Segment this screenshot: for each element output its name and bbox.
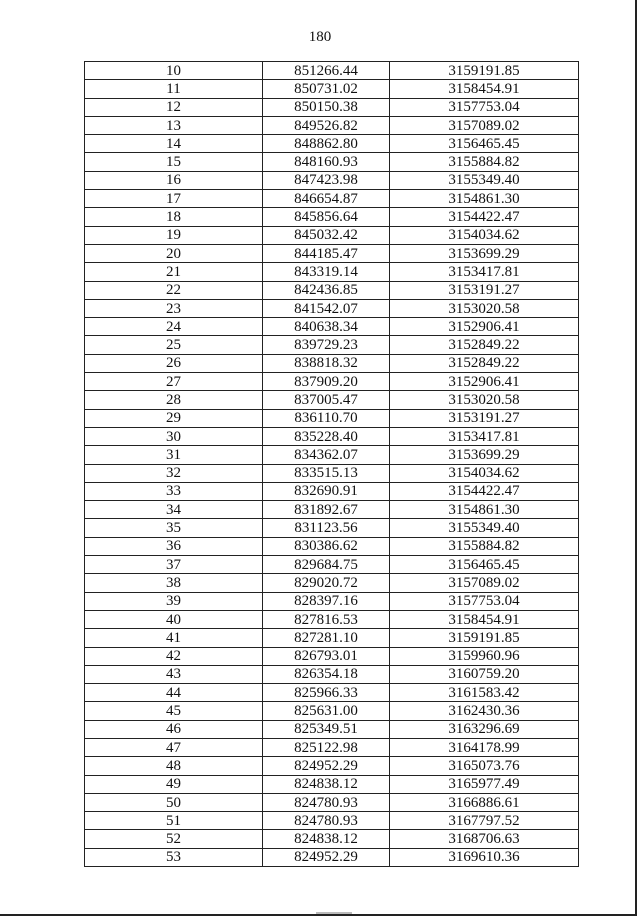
x-coordinate-cell: 836110.70 [263, 409, 390, 427]
x-coordinate-cell: 827281.10 [263, 629, 390, 647]
point-number-cell: 45 [85, 702, 263, 720]
x-coordinate-cell: 840638.34 [263, 318, 390, 336]
y-coordinate-cell: 3152906.41 [390, 373, 579, 391]
point-number-cell: 51 [85, 812, 263, 830]
point-number-cell: 18 [85, 208, 263, 226]
y-coordinate-cell: 3157753.04 [390, 592, 579, 610]
x-coordinate-cell: 831123.56 [263, 519, 390, 537]
point-number-cell: 48 [85, 757, 263, 775]
point-number-cell: 29 [85, 409, 263, 427]
y-coordinate-cell: 3156465.45 [390, 556, 579, 574]
point-number-cell: 16 [85, 171, 263, 189]
point-number-cell: 14 [85, 135, 263, 153]
x-coordinate-cell: 850731.02 [263, 80, 390, 98]
point-number-cell: 50 [85, 793, 263, 811]
point-number-cell: 47 [85, 738, 263, 756]
point-number-cell: 22 [85, 281, 263, 299]
x-coordinate-cell: 826793.01 [263, 647, 390, 665]
y-coordinate-cell: 3159960.96 [390, 647, 579, 665]
x-coordinate-cell: 824838.12 [263, 830, 390, 848]
x-coordinate-cell: 842436.85 [263, 281, 390, 299]
point-number-cell: 31 [85, 446, 263, 464]
table-row [85, 281, 579, 299]
table-row [85, 244, 579, 262]
x-coordinate-cell: 847423.98 [263, 171, 390, 189]
x-coordinate-cell: 850150.38 [263, 98, 390, 116]
x-coordinate-cell: 830386.62 [263, 537, 390, 555]
y-coordinate-cell: 3153020.58 [390, 391, 579, 409]
point-number-cell: 33 [85, 482, 263, 500]
table-row [85, 848, 579, 866]
table-row [85, 98, 579, 116]
y-coordinate-cell: 3159191.85 [390, 62, 579, 80]
y-coordinate-cell: 3163296.69 [390, 720, 579, 738]
table-row [85, 373, 579, 391]
point-number-cell: 35 [85, 519, 263, 537]
table-row [85, 537, 579, 555]
table-row [85, 610, 579, 628]
table-row [85, 665, 579, 683]
x-coordinate-cell: 825349.51 [263, 720, 390, 738]
y-coordinate-cell: 3153699.29 [390, 446, 579, 464]
y-coordinate-cell: 3154422.47 [390, 208, 579, 226]
point-number-cell: 44 [85, 684, 263, 702]
point-number-cell: 40 [85, 610, 263, 628]
x-coordinate-cell: 829020.72 [263, 574, 390, 592]
y-coordinate-cell: 3152849.22 [390, 354, 579, 372]
table-row [85, 409, 579, 427]
point-number-cell: 30 [85, 427, 263, 445]
table-row [85, 263, 579, 281]
y-coordinate-cell: 3154861.30 [390, 501, 579, 519]
x-coordinate-cell: 826354.18 [263, 665, 390, 683]
x-coordinate-cell: 829684.75 [263, 556, 390, 574]
y-coordinate-cell: 3154034.62 [390, 226, 579, 244]
x-coordinate-cell: 827816.53 [263, 610, 390, 628]
x-coordinate-cell: 825631.00 [263, 702, 390, 720]
y-coordinate-cell: 3167797.52 [390, 812, 579, 830]
x-coordinate-cell: 824952.29 [263, 757, 390, 775]
y-coordinate-cell: 3160759.20 [390, 665, 579, 683]
y-coordinate-cell: 3157753.04 [390, 98, 579, 116]
table-row [85, 519, 579, 537]
point-number-cell: 42 [85, 647, 263, 665]
table-row [85, 116, 579, 134]
x-coordinate-cell: 838818.32 [263, 354, 390, 372]
y-coordinate-cell: 3154861.30 [390, 190, 579, 208]
point-number-cell: 24 [85, 318, 263, 336]
table-row [85, 738, 579, 756]
point-number-cell: 12 [85, 98, 263, 116]
point-number-cell: 41 [85, 629, 263, 647]
table-row [85, 446, 579, 464]
y-coordinate-cell: 3165977.49 [390, 775, 579, 793]
x-coordinate-cell: 849526.82 [263, 116, 390, 134]
x-coordinate-cell: 851266.44 [263, 62, 390, 80]
y-coordinate-cell: 3153417.81 [390, 427, 579, 445]
y-coordinate-cell: 3159191.85 [390, 629, 579, 647]
x-coordinate-cell: 848160.93 [263, 153, 390, 171]
point-number-cell: 26 [85, 354, 263, 372]
x-coordinate-cell: 845032.42 [263, 226, 390, 244]
y-coordinate-cell: 3154422.47 [390, 482, 579, 500]
point-number-cell: 36 [85, 537, 263, 555]
table-row [85, 80, 579, 98]
x-coordinate-cell: 843319.14 [263, 263, 390, 281]
x-coordinate-cell: 839729.23 [263, 336, 390, 354]
table-row [85, 684, 579, 702]
point-number-cell: 23 [85, 299, 263, 317]
y-coordinate-cell: 3162430.36 [390, 702, 579, 720]
y-coordinate-cell: 3153020.58 [390, 299, 579, 317]
table-row [85, 318, 579, 336]
table-row [85, 482, 579, 500]
x-coordinate-cell: 841542.07 [263, 299, 390, 317]
point-number-cell: 27 [85, 373, 263, 391]
table-row [85, 208, 579, 226]
x-coordinate-cell: 845856.64 [263, 208, 390, 226]
y-coordinate-cell: 3166886.61 [390, 793, 579, 811]
table-row [85, 391, 579, 409]
y-coordinate-cell: 3153191.27 [390, 409, 579, 427]
point-number-cell: 15 [85, 153, 263, 171]
table-row [85, 464, 579, 482]
x-coordinate-cell: 848862.80 [263, 135, 390, 153]
point-number-cell: 21 [85, 263, 263, 281]
x-coordinate-cell: 824780.93 [263, 812, 390, 830]
point-number-cell: 52 [85, 830, 263, 848]
y-coordinate-cell: 3155884.82 [390, 153, 579, 171]
x-coordinate-cell: 824780.93 [263, 793, 390, 811]
y-coordinate-cell: 3169610.36 [390, 848, 579, 866]
table-row [85, 171, 579, 189]
point-number-cell: 32 [85, 464, 263, 482]
table-row [85, 299, 579, 317]
x-coordinate-cell: 831892.67 [263, 501, 390, 519]
point-number-cell: 10 [85, 62, 263, 80]
point-number-cell: 37 [85, 556, 263, 574]
point-number-cell: 43 [85, 665, 263, 683]
point-number-cell: 25 [85, 336, 263, 354]
table-row [85, 592, 579, 610]
y-coordinate-cell: 3152906.41 [390, 318, 579, 336]
table-row [85, 812, 579, 830]
table-row [85, 190, 579, 208]
y-coordinate-cell: 3165073.76 [390, 757, 579, 775]
x-coordinate-cell: 824952.29 [263, 848, 390, 866]
y-coordinate-cell: 3153191.27 [390, 281, 579, 299]
x-coordinate-cell: 846654.87 [263, 190, 390, 208]
point-number-cell: 28 [85, 391, 263, 409]
scan-edge-mark [316, 912, 352, 914]
page-number: 180 [308, 29, 332, 45]
coordinates-table [84, 61, 579, 867]
y-coordinate-cell: 3154034.62 [390, 464, 579, 482]
table-row [85, 793, 579, 811]
point-number-cell: 38 [85, 574, 263, 592]
y-coordinate-cell: 3153417.81 [390, 263, 579, 281]
x-coordinate-cell: 834362.07 [263, 446, 390, 464]
point-number-cell: 17 [85, 190, 263, 208]
table-row [85, 556, 579, 574]
y-coordinate-cell: 3152849.22 [390, 336, 579, 354]
x-coordinate-cell: 837005.47 [263, 391, 390, 409]
table-row [85, 153, 579, 171]
y-coordinate-cell: 3168706.63 [390, 830, 579, 848]
y-coordinate-cell: 3164178.99 [390, 738, 579, 756]
table-row [85, 427, 579, 445]
point-number-cell: 39 [85, 592, 263, 610]
x-coordinate-cell: 825122.98 [263, 738, 390, 756]
point-number-cell: 19 [85, 226, 263, 244]
y-coordinate-cell: 3157089.02 [390, 116, 579, 134]
table-row [85, 647, 579, 665]
table-row [85, 354, 579, 372]
table-row [85, 135, 579, 153]
x-coordinate-cell: 833515.13 [263, 464, 390, 482]
y-coordinate-cell: 3158454.91 [390, 610, 579, 628]
y-coordinate-cell: 3155349.40 [390, 171, 579, 189]
table-row [85, 336, 579, 354]
table-row [85, 574, 579, 592]
x-coordinate-cell: 825966.33 [263, 684, 390, 702]
table-row [85, 629, 579, 647]
point-number-cell: 53 [85, 848, 263, 866]
point-number-cell: 34 [85, 501, 263, 519]
point-number-cell: 46 [85, 720, 263, 738]
x-coordinate-cell: 828397.16 [263, 592, 390, 610]
y-coordinate-cell: 3157089.02 [390, 574, 579, 592]
x-coordinate-cell: 832690.91 [263, 482, 390, 500]
point-number-cell: 49 [85, 775, 263, 793]
table-row [85, 226, 579, 244]
table-row [85, 757, 579, 775]
x-coordinate-cell: 835228.40 [263, 427, 390, 445]
y-coordinate-cell: 3158454.91 [390, 80, 579, 98]
table-row [85, 501, 579, 519]
coordinates-table-body [85, 62, 579, 867]
y-coordinate-cell: 3155349.40 [390, 519, 579, 537]
table-row [85, 702, 579, 720]
point-number-cell: 13 [85, 116, 263, 134]
y-coordinate-cell: 3156465.45 [390, 135, 579, 153]
y-coordinate-cell: 3153699.29 [390, 244, 579, 262]
y-coordinate-cell: 3155884.82 [390, 537, 579, 555]
x-coordinate-cell: 837909.20 [263, 373, 390, 391]
x-coordinate-cell: 824838.12 [263, 775, 390, 793]
point-number-cell: 20 [85, 244, 263, 262]
table-row [85, 775, 579, 793]
table-row [85, 720, 579, 738]
table-row [85, 830, 579, 848]
table-row [85, 62, 579, 80]
y-coordinate-cell: 3161583.42 [390, 684, 579, 702]
x-coordinate-cell: 844185.47 [263, 244, 390, 262]
point-number-cell: 11 [85, 80, 263, 98]
